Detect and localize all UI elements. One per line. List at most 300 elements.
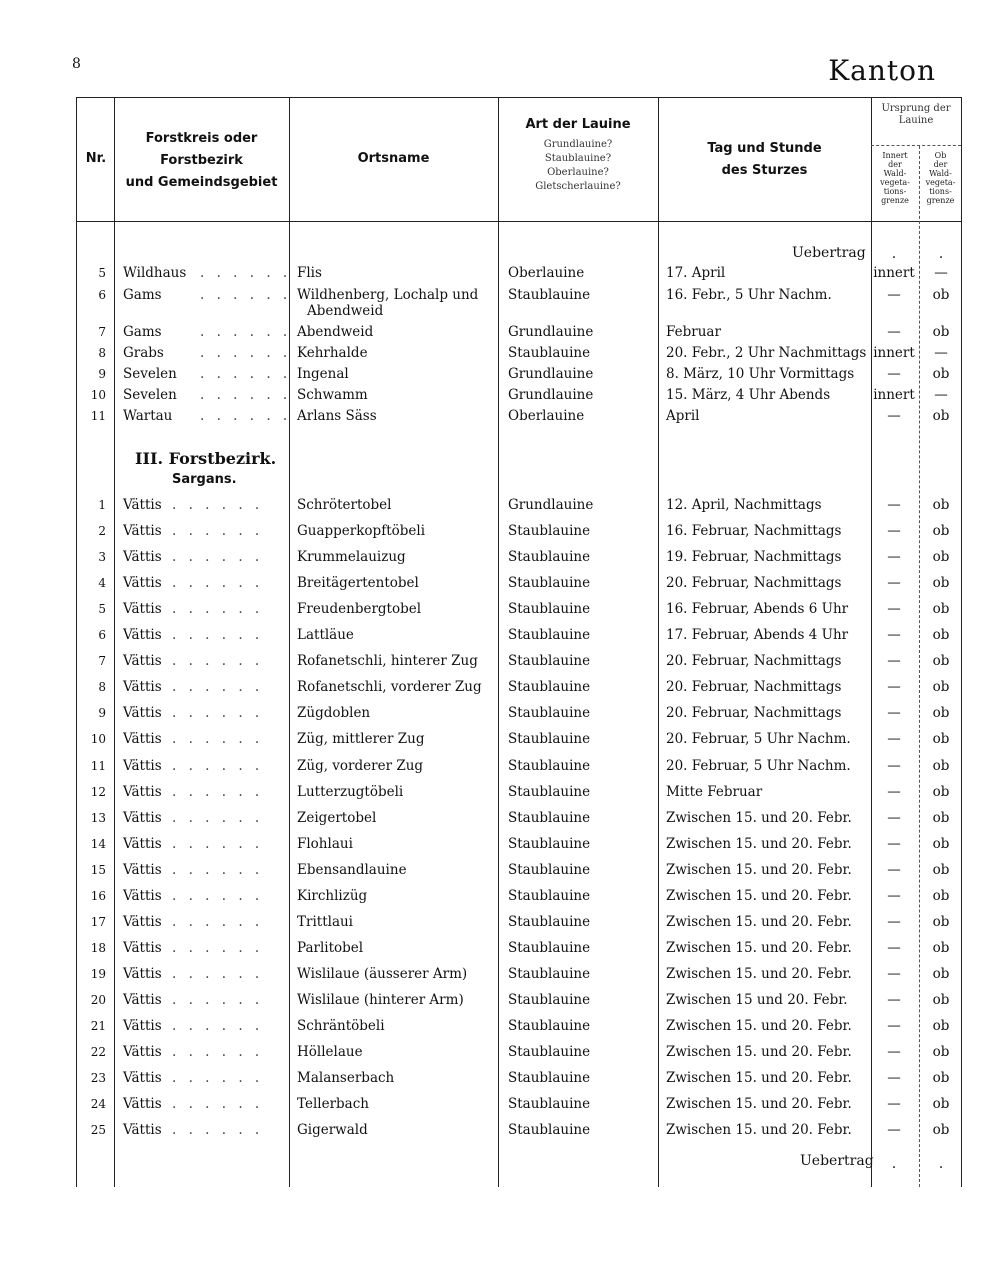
- row-ob: ob: [932, 1122, 950, 1138]
- row-ortsname: Arlans Säss: [297, 408, 377, 424]
- row-innert: —: [887, 366, 901, 382]
- page-number: 8: [72, 56, 81, 72]
- row-tag: Zwischen 15. und 20. Febr.: [666, 966, 852, 982]
- row-ortsname: Zügdoblen: [297, 705, 371, 721]
- header-innert-line: vegeta-: [880, 178, 910, 187]
- row-innert: innert: [873, 387, 915, 403]
- row-ortsname: Parlitobel: [297, 940, 364, 956]
- row-innert: —: [887, 784, 901, 800]
- leader-dots: . . . . . .: [172, 731, 264, 747]
- row-tag: Zwischen 15. und 20. Febr.: [666, 1018, 852, 1034]
- header-forstkreis-line: und Gemeindsgebiet: [125, 175, 278, 190]
- row-innert: —: [887, 705, 901, 721]
- header-ob-line: vegeta-: [925, 178, 956, 187]
- leader-dots: . . . . . .: [172, 679, 264, 695]
- ursprung-rule: [871, 145, 961, 146]
- page-title: Kanton: [828, 54, 936, 87]
- row-tag: 20. Februar, Nachmittags: [666, 575, 842, 591]
- row-innert: —: [887, 549, 901, 565]
- row-ortsname: Flohlaui: [297, 836, 353, 852]
- row-ortsname: Breitägertentobel: [297, 575, 419, 591]
- leader-dots: . . . . . .: [172, 914, 264, 930]
- row-art: Grundlauine: [508, 387, 594, 403]
- row-tag: Zwischen 15. und 20. Febr.: [666, 810, 852, 826]
- row-number: 18: [90, 941, 106, 955]
- row-ortsname: Ebensandlauine: [297, 862, 407, 878]
- leader-dots: . . . . . .: [172, 601, 264, 617]
- row-gemeinde: Sevelen: [123, 366, 177, 382]
- row-tag: April: [666, 408, 700, 424]
- row-art: Staublauine: [508, 1070, 591, 1086]
- row-gemeinde: Vättis: [123, 627, 162, 643]
- row-ortsname: Wildhenberg, Lochalp und: [297, 287, 479, 303]
- row-innert: —: [887, 862, 901, 878]
- row-tag: Zwischen 15. und 20. Febr.: [666, 1070, 852, 1086]
- row-tag: Zwischen 15. und 20. Febr.: [666, 914, 852, 930]
- leader-dots: . . . . . .: [172, 758, 264, 774]
- row-tag: 16. Februar, Nachmittags: [666, 523, 842, 539]
- col-divider: [498, 97, 499, 1187]
- row-ortsname: Züg, vorderer Zug: [297, 758, 424, 774]
- table-top-rule: [76, 97, 962, 98]
- row-number: 20: [90, 993, 106, 1007]
- leader-dots: . . . . . .: [172, 1044, 264, 1060]
- row-art: Oberlauine: [508, 408, 585, 424]
- row-gemeinde: Vättis: [123, 1018, 162, 1034]
- row-gemeinde: Vättis: [123, 731, 162, 747]
- row-innert: innert: [873, 345, 915, 361]
- row-innert: —: [887, 1070, 901, 1086]
- row-tag: Zwischen 15. und 20. Febr.: [666, 940, 852, 956]
- row-art: Staublauine: [508, 784, 591, 800]
- row-art: Oberlauine: [508, 265, 585, 281]
- header-ob-line: Ob: [934, 151, 947, 160]
- row-innert: —: [887, 836, 901, 852]
- row-art: Staublauine: [508, 731, 591, 747]
- uebertrag-bottom-ob: .: [938, 1156, 944, 1172]
- row-gemeinde: Vättis: [123, 784, 162, 800]
- row-tag: 16. Februar, Abends 6 Uhr: [666, 601, 849, 617]
- header-forstkreis-line: Forstkreis oder: [145, 131, 258, 146]
- row-ortsname: Malanserbach: [297, 1070, 395, 1086]
- row-ob: —: [934, 387, 948, 403]
- row-ob: ob: [932, 549, 950, 565]
- header-tag: [658, 138, 871, 182]
- leader-dots: . . . . . .: [200, 265, 292, 281]
- leader-dots: . . . . . .: [172, 940, 264, 956]
- header-art: Art der Lauine: [525, 117, 631, 132]
- header-bottom-rule: [76, 221, 962, 222]
- row-innert: —: [887, 888, 901, 904]
- row-ortsname: Flis: [297, 265, 322, 281]
- uebertrag-top: Uebertrag: [792, 245, 866, 261]
- header-forstkreis: [114, 128, 289, 194]
- col-divider: [961, 97, 962, 1187]
- row-number: 6: [98, 288, 106, 302]
- row-art: Staublauine: [508, 862, 591, 878]
- row-ortsname: Lutterzugtöbeli: [297, 784, 404, 800]
- row-ob: ob: [932, 523, 950, 539]
- row-art: Staublauine: [508, 287, 591, 303]
- section-subheading: Sargans.: [172, 472, 237, 487]
- leader-dots: . . . . . .: [172, 836, 264, 852]
- row-ob: ob: [932, 1070, 950, 1086]
- header-ob-line: tions-: [929, 187, 952, 196]
- leader-dots: . . . . . .: [172, 627, 264, 643]
- row-number: 3: [98, 550, 106, 564]
- row-innert: —: [887, 992, 901, 1008]
- row-ob: —: [934, 345, 948, 361]
- leader-dots: . . . . . .: [172, 653, 264, 669]
- row-innert: —: [887, 324, 901, 340]
- leader-dots: . . . . . .: [200, 287, 292, 303]
- row-number: 8: [98, 680, 106, 694]
- header-ursprung-line: Lauine: [898, 115, 934, 126]
- row-number: 17: [90, 915, 106, 929]
- leader-dots: . . . . . .: [172, 966, 264, 982]
- header-nr: Nr.: [85, 151, 107, 166]
- row-gemeinde: Vättis: [123, 810, 162, 826]
- row-gemeinde: Vättis: [123, 679, 162, 695]
- header-tag-line: Tag und Stunde: [707, 141, 822, 156]
- row-number: 25: [90, 1123, 106, 1137]
- header-ob-line: grenze: [926, 196, 955, 205]
- header-ursprung-line: Ursprung der: [881, 103, 951, 114]
- row-ortsname: Höllelaue: [297, 1044, 363, 1060]
- row-number: 11: [90, 409, 106, 423]
- row-tag: Mitte Februar: [666, 784, 763, 800]
- row-art: Staublauine: [508, 1122, 591, 1138]
- row-ob: ob: [932, 575, 950, 591]
- row-innert: —: [887, 627, 901, 643]
- row-ortsname: Tellerbach: [297, 1096, 369, 1112]
- leader-dots: . . . . . .: [172, 1122, 264, 1138]
- row-ortsname: Abendweid: [297, 324, 374, 340]
- row-ob: ob: [932, 992, 950, 1008]
- row-art: Staublauine: [508, 653, 591, 669]
- row-ob: ob: [932, 601, 950, 617]
- leader-dots: . . . . . .: [172, 992, 264, 1008]
- row-art: Staublauine: [508, 679, 591, 695]
- row-art: Grundlauine: [508, 497, 594, 513]
- row-ob: ob: [932, 324, 950, 340]
- row-innert: —: [887, 575, 901, 591]
- leader-dots: . . . . . .: [172, 575, 264, 591]
- uebertrag-top-ob: .: [938, 246, 944, 262]
- row-ob: ob: [932, 287, 950, 303]
- row-number: 24: [90, 1097, 106, 1111]
- leader-dots: . . . . . .: [172, 705, 264, 721]
- row-art: Staublauine: [508, 758, 591, 774]
- row-gemeinde: Vättis: [123, 575, 162, 591]
- row-art: Staublauine: [508, 888, 591, 904]
- row-art: Staublauine: [508, 992, 591, 1008]
- row-ortsname: Lattläue: [297, 627, 354, 643]
- row-ortsname: Schrötertobel: [297, 497, 392, 513]
- row-number: 13: [90, 811, 106, 825]
- row-ortsname: Gigerwald: [297, 1122, 368, 1138]
- row-gemeinde: Vättis: [123, 836, 162, 852]
- row-gemeinde: Vättis: [123, 1070, 162, 1086]
- row-tag: Zwischen 15. und 20. Febr.: [666, 1044, 852, 1060]
- row-gemeinde: Wartau: [123, 408, 173, 424]
- row-tag: Zwischen 15. und 20. Febr.: [666, 836, 852, 852]
- row-number: 14: [90, 837, 106, 851]
- leader-dots: . . . . . .: [200, 324, 292, 340]
- row-innert: —: [887, 731, 901, 747]
- row-number: 16: [90, 889, 106, 903]
- row-ob: ob: [932, 836, 950, 852]
- row-number: 4: [98, 576, 106, 590]
- row-gemeinde: Vättis: [123, 992, 162, 1008]
- row-art: Staublauine: [508, 914, 591, 930]
- row-number: 10: [90, 388, 106, 402]
- row-gemeinde: Vättis: [123, 940, 162, 956]
- uebertrag-bottom: Uebertrag: [800, 1153, 874, 1169]
- row-ob: ob: [932, 888, 950, 904]
- row-ob: ob: [932, 731, 950, 747]
- row-ob: ob: [932, 653, 950, 669]
- row-tag: Zwischen 15. und 20. Febr.: [666, 1096, 852, 1112]
- row-ortsname: Wislilaue (äusserer Arm): [297, 966, 468, 982]
- leader-dots: . . . . . .: [172, 862, 264, 878]
- row-ob: ob: [932, 408, 950, 424]
- row-number: 5: [98, 266, 106, 280]
- col-divider: [289, 97, 290, 1187]
- row-innert: —: [887, 287, 901, 303]
- row-ob: ob: [932, 366, 950, 382]
- row-art: Staublauine: [508, 1018, 591, 1034]
- section-heading: III. Forstbezirk.: [135, 449, 277, 468]
- row-innert: —: [887, 1044, 901, 1060]
- row-art: Grundlauine: [508, 366, 594, 382]
- header-innert-line: Innert: [882, 151, 908, 160]
- row-number: 2: [98, 524, 106, 538]
- row-tag: 12. April, Nachmittags: [666, 497, 822, 513]
- row-innert: —: [887, 1018, 901, 1034]
- row-tag: 8. März, 10 Uhr Vormittags: [666, 366, 855, 382]
- header-ob-line: der: [933, 160, 948, 169]
- row-gemeinde: Vättis: [123, 966, 162, 982]
- row-ortsname: Kirchlizüg: [297, 888, 368, 904]
- row-tag: Zwischen 15. und 20. Febr.: [666, 862, 852, 878]
- row-gemeinde: Vättis: [123, 1122, 162, 1138]
- row-ortsname: Schwamm: [297, 387, 368, 403]
- leader-dots: . . . . . .: [200, 366, 292, 382]
- row-number: 22: [90, 1045, 106, 1059]
- row-tag: 15. März, 4 Uhr Abends: [666, 387, 831, 403]
- row-tag: 16. Febr., 5 Uhr Nachm.: [666, 287, 832, 303]
- row-tag: 20. Februar, Nachmittags: [666, 653, 842, 669]
- row-art: Staublauine: [508, 549, 591, 565]
- row-ortsname: Krummelauizug: [297, 549, 406, 565]
- leader-dots: . . . . . .: [172, 549, 264, 565]
- leader-dots: . . . . . .: [172, 784, 264, 800]
- row-innert: —: [887, 497, 901, 513]
- row-gemeinde: Vättis: [123, 888, 162, 904]
- row-gemeinde: Vättis: [123, 914, 162, 930]
- row-gemeinde: Vättis: [123, 862, 162, 878]
- row-gemeinde: Gams: [123, 324, 162, 340]
- row-art: Staublauine: [508, 836, 591, 852]
- row-art: Staublauine: [508, 601, 591, 617]
- row-number: 8: [98, 346, 106, 360]
- row-innert: —: [887, 1096, 901, 1112]
- leader-dots: . . . . . .: [200, 387, 292, 403]
- header-innert-line: der: [888, 160, 902, 169]
- row-gemeinde: Vättis: [123, 497, 162, 513]
- row-tag: 20. Febr., 2 Uhr Nachmittags: [666, 345, 867, 361]
- row-art: Staublauine: [508, 627, 591, 643]
- row-gemeinde: Sevelen: [123, 387, 177, 403]
- header-ob: [920, 151, 961, 205]
- leader-dots: . . . . . .: [172, 497, 264, 513]
- row-innert: —: [887, 966, 901, 982]
- row-innert: —: [887, 408, 901, 424]
- row-innert: —: [887, 523, 901, 539]
- row-ortsname: Rofanetschli, vorderer Zug: [297, 679, 482, 695]
- row-art: Grundlauine: [508, 324, 594, 340]
- row-number: 9: [98, 367, 106, 381]
- row-tag: 17. Februar, Abends 4 Uhr: [666, 627, 849, 643]
- row-ob: ob: [932, 784, 950, 800]
- row-art: Staublauine: [508, 575, 591, 591]
- row-art: Staublauine: [508, 940, 591, 956]
- row-ob: ob: [932, 940, 950, 956]
- row-ortsname-cont: Abendweid: [307, 303, 384, 319]
- leader-dots: . . . . . .: [172, 810, 264, 826]
- row-innert: —: [887, 1122, 901, 1138]
- row-art: Staublauine: [508, 966, 591, 982]
- row-ob: ob: [932, 1018, 950, 1034]
- header-forstkreis-line: Forstbezirk: [160, 153, 243, 168]
- header-innert-line: Wald-: [883, 169, 907, 178]
- leader-dots: . . . . . .: [200, 408, 292, 424]
- row-art: Staublauine: [508, 810, 591, 826]
- header-ob-line: Wald-: [929, 169, 952, 178]
- col-divider-dashed: [919, 146, 920, 1187]
- row-innert: —: [887, 653, 901, 669]
- row-innert: —: [887, 810, 901, 826]
- row-number: 12: [90, 785, 106, 799]
- col-divider: [658, 97, 659, 1187]
- row-innert: —: [887, 601, 901, 617]
- row-ob: ob: [932, 810, 950, 826]
- row-innert: —: [887, 758, 901, 774]
- row-tag: 19. Februar, Nachmittags: [666, 549, 842, 565]
- row-gemeinde: Vättis: [123, 653, 162, 669]
- row-ob: ob: [932, 1044, 950, 1060]
- row-ortsname: Freudenbergtobel: [297, 601, 422, 617]
- leader-dots: . . . . . .: [172, 523, 264, 539]
- row-number: 15: [90, 863, 106, 877]
- row-number: 5: [98, 602, 106, 616]
- row-number: 23: [90, 1071, 106, 1085]
- header-art-options: [498, 138, 658, 194]
- leader-dots: . . . . . .: [200, 345, 292, 361]
- row-number: 11: [90, 759, 106, 773]
- row-number: 9: [98, 706, 106, 720]
- row-innert: innert: [873, 265, 915, 281]
- row-ob: ob: [932, 862, 950, 878]
- row-gemeinde: Vättis: [123, 1096, 162, 1112]
- col-divider: [114, 97, 115, 1187]
- row-ob: ob: [932, 497, 950, 513]
- row-ortsname: Kehrhalde: [297, 345, 368, 361]
- row-art: Staublauine: [508, 1096, 591, 1112]
- row-tag: 20. Februar, 5 Uhr Nachm.: [666, 731, 851, 747]
- row-gemeinde: Vättis: [123, 1044, 162, 1060]
- header-art-option: Grundlauine?: [543, 139, 613, 150]
- leader-dots: . . . . . .: [172, 1070, 264, 1086]
- row-gemeinde: Vättis: [123, 758, 162, 774]
- row-ortsname: Guapperkopftöbeli: [297, 523, 426, 539]
- row-tag: 17. April: [666, 265, 726, 281]
- row-number: 10: [90, 732, 106, 746]
- row-ob: ob: [932, 1096, 950, 1112]
- row-tag: 20. Februar, Nachmittags: [666, 679, 842, 695]
- row-ob: ob: [932, 679, 950, 695]
- row-art: Staublauine: [508, 1044, 591, 1060]
- leader-dots: . . . . . .: [172, 1096, 264, 1112]
- row-gemeinde: Grabs: [123, 345, 164, 361]
- header-ortsname: Ortsname: [357, 151, 430, 166]
- row-ob: ob: [932, 705, 950, 721]
- row-gemeinde: Wildhaus: [123, 265, 187, 281]
- row-art: Staublauine: [508, 705, 591, 721]
- row-ortsname: Trittlaui: [297, 914, 354, 930]
- row-art: Staublauine: [508, 345, 591, 361]
- row-number: 1: [98, 498, 106, 512]
- row-tag: 20. Februar, Nachmittags: [666, 705, 842, 721]
- row-tag: Februar: [666, 324, 721, 340]
- header-art-option: Staublauine?: [544, 153, 612, 164]
- row-number: 7: [98, 325, 106, 339]
- row-art: Staublauine: [508, 523, 591, 539]
- row-tag: Zwischen 15. und 20. Febr.: [666, 1122, 852, 1138]
- uebertrag-top-innert: .: [891, 246, 897, 262]
- row-ob: ob: [932, 627, 950, 643]
- row-gemeinde: Vättis: [123, 523, 162, 539]
- row-tag: Zwischen 15. und 20. Febr.: [666, 888, 852, 904]
- row-ortsname: Schräntöbeli: [297, 1018, 385, 1034]
- row-number: 7: [98, 654, 106, 668]
- uebertrag-bottom-innert: .: [891, 1156, 897, 1172]
- row-tag: Zwischen 15 und 20. Febr.: [666, 992, 848, 1008]
- row-innert: —: [887, 914, 901, 930]
- row-number: 21: [90, 1019, 106, 1033]
- row-tag: 20. Februar, 5 Uhr Nachm.: [666, 758, 851, 774]
- header-innert: [872, 151, 918, 205]
- header-art-option: Oberlauine?: [547, 167, 609, 178]
- row-number: 6: [98, 628, 106, 642]
- header-art-option: Gletscherlauine?: [535, 181, 621, 192]
- row-gemeinde: Vättis: [123, 549, 162, 565]
- row-innert: —: [887, 679, 901, 695]
- row-ortsname: Wislilaue (hinterer Arm): [297, 992, 464, 1008]
- header-innert-line: tions-: [883, 187, 907, 196]
- row-ob: ob: [932, 914, 950, 930]
- row-ortsname: Rofanetschli, hinterer Zug: [297, 653, 478, 669]
- row-number: 19: [90, 967, 106, 981]
- row-gemeinde: Vättis: [123, 601, 162, 617]
- row-innert: —: [887, 940, 901, 956]
- header-innert-line: grenze: [881, 196, 909, 205]
- row-gemeinde: Vättis: [123, 705, 162, 721]
- row-ob: —: [934, 265, 948, 281]
- row-ortsname: Ingenal: [297, 366, 349, 382]
- row-ob: ob: [932, 758, 950, 774]
